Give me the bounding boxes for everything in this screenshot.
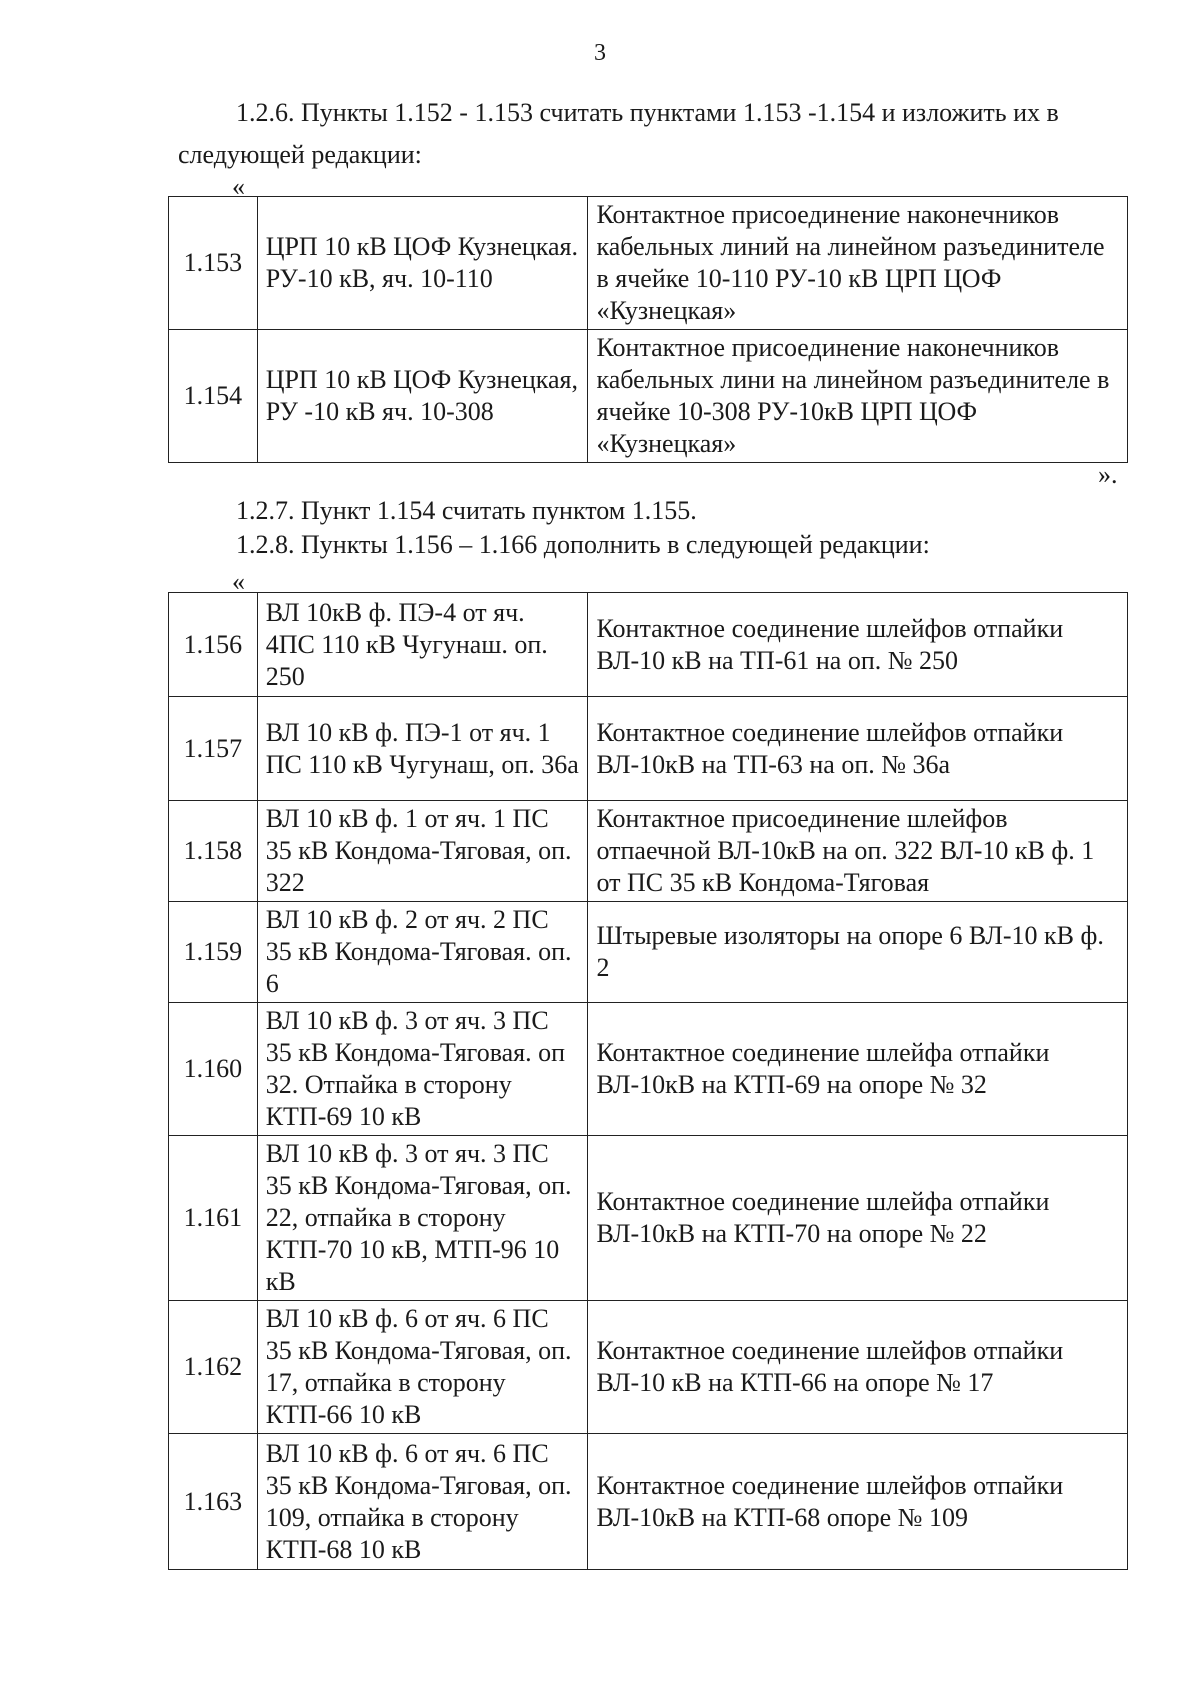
section-1-2-6-text: 1.2.6. Пункты 1.152 - 1.153 считать пунктами 1.153 -1.154 и изложить их в xyxy=(236,98,1059,127)
row-description: Контактное соединение шлейфов отпайки ВЛ-10кВ на КТП-68 опоре № 109 xyxy=(588,1434,1128,1570)
row-object: ВЛ 10 кВ ф. 6 от яч. 6 ПС 35 кВ Кондома-Тяговая, оп. 17, отпайка в сторону КТП-66 10 кВ xyxy=(257,1301,588,1434)
row-number: 1.158 xyxy=(169,801,258,902)
row-object: ЦРП 10 кВ ЦОФ Кузнецкая. РУ-10 кВ, яч. 10-110 xyxy=(257,197,588,330)
section-1-2-8-text: 1.2.8. Пункты 1.156 – 1.166 дополнить в следующей редакции: xyxy=(236,530,930,559)
table-row xyxy=(169,1434,1128,1570)
row-object: ВЛ 10кВ ф. ПЭ-4 от яч. 4ПС 110 кВ Чугунаш. оп. 250 xyxy=(257,593,588,697)
table-row xyxy=(169,593,1128,697)
row-number: 1.161 xyxy=(169,1136,258,1301)
row-number: 1.153 xyxy=(169,197,258,330)
table-row xyxy=(169,1136,1128,1301)
row-object: ВЛ 10 кВ ф. 1 от яч. 1 ПС 35 кВ Кондома-Тяговая, оп. 322 xyxy=(257,801,588,902)
quote-open-mark-2: « xyxy=(232,567,245,596)
table-row xyxy=(169,697,1128,801)
row-description: Контактное присоединение шлейфов отпаечной ВЛ-10кВ на оп. 322 ВЛ-10 кВ ф. 1 от ПС 35 кВ Кондома-Тяговая xyxy=(588,801,1128,902)
row-number: 1.159 xyxy=(169,902,258,1003)
table-row xyxy=(169,1301,1128,1434)
row-description: Контактное соединение шлейфов отпайки ВЛ-10кВ на ТП-63 на оп. № 36а xyxy=(588,697,1128,801)
row-number: 1.160 xyxy=(169,1003,258,1136)
row-description: Штыревые изоляторы на опоре 6 ВЛ-10 кВ ф. 2 xyxy=(588,902,1128,1003)
table-row xyxy=(169,1003,1128,1136)
row-number: 1.162 xyxy=(169,1301,258,1434)
quote-close-mark: ». xyxy=(1098,460,1118,489)
amendment-table-1 xyxy=(168,196,1128,463)
row-description: Контактное присоединение наконечников кабельных линий на линейном разъединителе в ячейке 10-110 РУ-10 кВ ЦРП ЦОФ «Кузнецкая» xyxy=(588,197,1128,330)
quote-open-mark: « xyxy=(232,172,245,201)
row-object: ЦРП 10 кВ ЦОФ Кузнецкая, РУ -10 кВ яч. 10-308 xyxy=(257,330,588,463)
row-description: Контактное соединение шлейфа отпайки ВЛ-10кВ на КТП-70 на опоре № 22 xyxy=(588,1136,1128,1301)
page-number: 3 xyxy=(594,40,606,66)
row-description: Контактное присоединение наконечников кабельных лини на линейном разъединителе в ячейке 10-308 РУ-10кВ ЦРП ЦОФ «Кузнецкая» xyxy=(588,330,1128,463)
row-object: ВЛ 10 кВ ф. 2 от яч. 2 ПС 35 кВ Кондома-Тяговая. оп. 6 xyxy=(257,902,588,1003)
row-description: Контактное соединение шлейфов отпайки ВЛ-10 кВ на ТП-61 на оп. № 250 xyxy=(588,593,1128,697)
table-row xyxy=(169,330,1128,463)
row-number: 1.157 xyxy=(169,697,258,801)
row-object: ВЛ 10 кВ ф. ПЭ-1 от яч. 1 ПС 110 кВ Чугунаш, оп. 36а xyxy=(257,697,588,801)
row-description: Контактное соединение шлейфов отпайки ВЛ-10 кВ на КТП-66 на опоре № 17 xyxy=(588,1301,1128,1434)
row-number: 1.156 xyxy=(169,593,258,697)
row-object: ВЛ 10 кВ ф. 3 от яч. 3 ПС 35 кВ Кондома-Тяговая. оп 32. Отпайка в сторону КТП-69 10 кВ xyxy=(257,1003,588,1136)
row-object: ВЛ 10 кВ ф. 6 от яч. 6 ПС 35 кВ Кондома-Тяговая, оп. 109, отпайка в сторону КТП-68 10 кВ xyxy=(257,1434,588,1570)
row-object: ВЛ 10 кВ ф. 3 от яч. 3 ПС 35 кВ Кондома-Тяговая, оп. 22, отпайка в сторону КТП-70 10 кВ, МТП-96 10 кВ xyxy=(257,1136,588,1301)
section-1-2-6-text-cont: следующей редакции: xyxy=(178,140,422,169)
row-number: 1.154 xyxy=(169,330,258,463)
amendment-table-2 xyxy=(168,592,1128,1570)
table-row xyxy=(169,801,1128,902)
row-description: Контактное соединение шлейфа отпайки ВЛ-10кВ на КТП-69 на опоре № 32 xyxy=(588,1003,1128,1136)
row-number: 1.163 xyxy=(169,1434,258,1570)
section-1-2-7-text: 1.2.7. Пункт 1.154 считать пунктом 1.155. xyxy=(236,496,697,525)
table-row xyxy=(169,902,1128,1003)
table-row xyxy=(169,197,1128,330)
